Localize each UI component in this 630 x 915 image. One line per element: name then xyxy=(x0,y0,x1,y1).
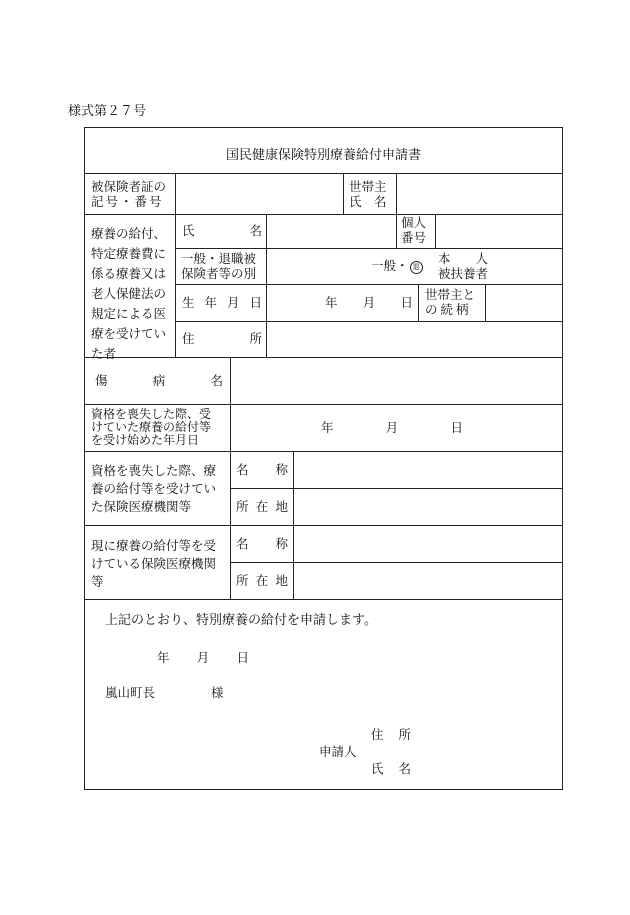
col-divider xyxy=(266,214,267,357)
col-divider xyxy=(230,357,231,404)
row-divider xyxy=(85,525,562,526)
birthdate-label: 生 年 月 日 xyxy=(182,295,262,310)
category-self[interactable]: 本 人 xyxy=(438,251,489,266)
applicant-label: 申請人 xyxy=(319,744,357,759)
row-divider xyxy=(85,214,562,215)
household-head-label-2: 氏 名 xyxy=(349,194,387,209)
current-name-label: 名 称 xyxy=(236,536,288,551)
form-number: 様式第２７号 xyxy=(68,104,147,119)
col-divider xyxy=(343,174,344,214)
household-head-label: 世帯主 xyxy=(349,179,387,194)
col-divider xyxy=(435,214,436,248)
col-divider xyxy=(396,174,397,214)
relation-label-2: の続柄 xyxy=(425,302,472,317)
loss-date-value[interactable]: 年 月 日 xyxy=(321,420,463,435)
current-institution-label: 現に療養の給付等を受 けている保険医療機関 等 xyxy=(91,538,217,589)
row-divider xyxy=(85,404,562,405)
birthdate-value[interactable]: 年 月 日 xyxy=(325,295,413,310)
applicant-address-label: 住 所 xyxy=(371,727,411,742)
row-divider xyxy=(230,562,562,563)
address-label: 住 所 xyxy=(182,331,262,346)
col-divider xyxy=(175,174,176,214)
category-label-2: 保険者等の別 xyxy=(181,266,257,281)
declaration-text: 上記のとおり、特別療養の給付を申請します。 xyxy=(105,613,377,628)
individual-number-label-2: 番号 xyxy=(401,230,427,245)
application-form xyxy=(84,127,563,790)
form-title: 国民健康保険特別療養給付申請書 xyxy=(225,148,421,163)
row-divider xyxy=(85,451,562,452)
beneficiary-label: 療養の給付、 特定療養費に 係る療養又は 老人保健法の 規定による医 療を受けてい た者 xyxy=(91,226,167,361)
current-location-label: 所 在 地 xyxy=(236,573,288,588)
application-date[interactable]: 年 月 日 xyxy=(157,650,249,665)
addressee: 嵐山町長 xyxy=(105,685,156,700)
insured-card-label: 被保険者証の xyxy=(91,179,167,194)
name-label: 氏 名 xyxy=(182,223,262,238)
former-location-label: 所 在 地 xyxy=(236,499,288,514)
applicant-name-label: 氏 名 xyxy=(371,761,411,776)
category-general[interactable]: 一般・ 退 xyxy=(371,259,424,274)
former-institution-label: 資格を喪失した際、療 養の給付等を受けてい た保険医療機関等 xyxy=(91,463,217,514)
category-label: 一般・退職被 xyxy=(181,251,257,266)
col-divider xyxy=(485,284,486,321)
col-divider xyxy=(175,214,176,357)
loss-date-label: 資格を喪失した際、受 けていた療養の給付等 を受け始めた年月日 xyxy=(91,407,212,447)
col-divider xyxy=(418,284,419,321)
disease-label: 傷 病 名 xyxy=(95,373,223,388)
relation-label: 世帯主と xyxy=(425,287,476,302)
row-divider xyxy=(230,488,562,489)
col-divider xyxy=(396,214,397,248)
honorific: 様 xyxy=(211,685,224,700)
col-divider xyxy=(230,404,231,451)
category-dependent[interactable]: 被扶養者 xyxy=(438,266,489,281)
row-divider xyxy=(175,248,562,249)
insured-card-label-2: 記号・番号 xyxy=(91,194,164,209)
former-name-label: 名 称 xyxy=(236,462,288,477)
retired-circle-mark: 退 xyxy=(410,261,423,274)
individual-number-label: 個人 xyxy=(401,215,427,230)
row-divider xyxy=(175,284,562,285)
row-divider xyxy=(175,321,562,322)
form-title-row xyxy=(85,128,562,174)
row-divider xyxy=(85,599,562,600)
